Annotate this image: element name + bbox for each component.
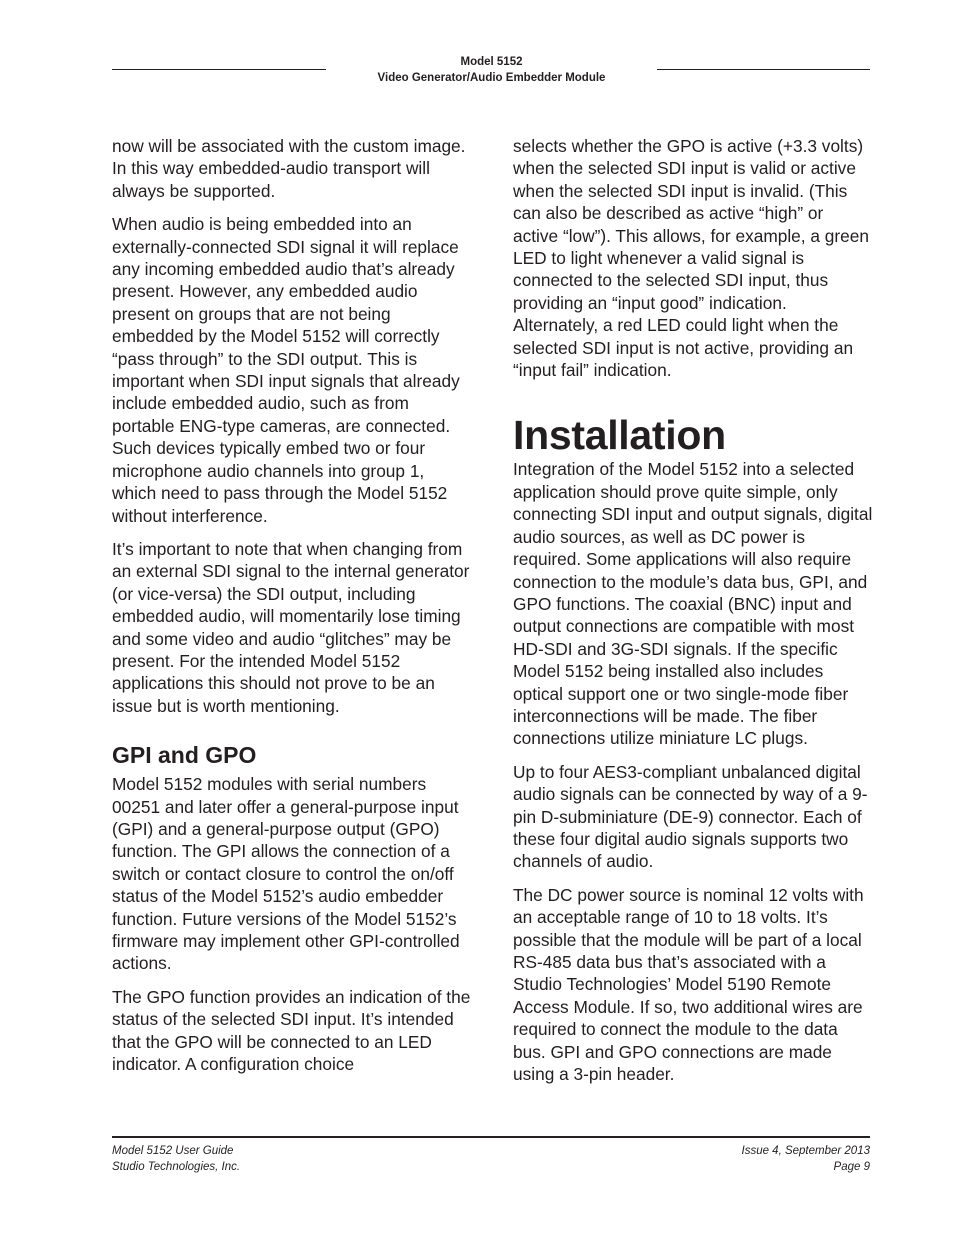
footer-issue: Issue 4, September 2013 <box>741 1145 870 1157</box>
header-rule-left <box>112 69 326 70</box>
footer-right <box>742 1144 871 1175</box>
paragraph: The DC power source is nominal 12 volts with an acceptable range of 10 to 18 volts. It’s possible that the module will be part of a local RS-485 data bus that’s associated with a Studio Technologies’ Model 5190 Remote Access Module. If so, two additional wires are required to connect the module to the data bus. GPI and GPO connections are made using a 3-pin header. <box>513 884 864 1085</box>
header-rule-right <box>657 69 870 70</box>
left-column <box>112 135 472 1086</box>
paragraph: The GPO function provides an indication of the status of the selected SDI input. It’s intended that the GPO will be connected to an LED indicator. A configuration choice <box>112 986 471 1075</box>
paragraph: Up to four AES3-compliant unbalanced digital audio signals can be connected by way of a 9-pin D-subminiature (DE-9) connector. Each of these four digital audio signals supports two channels of audio. <box>513 761 868 872</box>
paragraph: It’s important to note that when changing from an external SDI signal to the internal generator (or vice-versa) the SDI output, including embedded audio, will momentarily lose timing and some video and audio “glitches” may be present. For the intended Model 5152 applications this should not prove to be an issue but is worth mentioning. <box>112 538 470 716</box>
footer-rule <box>112 1136 870 1138</box>
right-column <box>513 135 873 1096</box>
header-title: Video Generator/Audio Embedder Module <box>377 72 606 84</box>
paragraph: Model 5152 modules with serial numbers 00251 and later offer a general-purpose input (GPI) and a general-purpose output (GPO) function. The GPI allows the connection of a switch or contact closure to control the on/off status of the Model 5152’s audio embedder function. Future versions of the Model 5152’s firmware may implement other GPI-controlled actions. <box>112 774 460 974</box>
footer-guide-title: Model 5152 User Guide <box>112 1145 234 1157</box>
paragraph: selects whether the GPO is active (+3.3 volts) when the selected SDI input is valid or active when the selected SDI input is invalid. (This can also be described as active “high” or active “low”). This allows, for example, a green LED to light whenever a valid signal is connected to the selected SDI input, thus providing an “input good” indication. Alternately, a red LED could light when the selected SDI input is not active, providing an “input fail” indication. <box>513 136 870 381</box>
footer-left <box>112 1144 240 1175</box>
running-header <box>326 54 657 86</box>
paragraph: When audio is being embedded into an externally-connected SDI signal it will replace any incoming embedded audio that’s already present. However, any embedded audio present on groups that are not being embedded by the Model 5152 will correctly “pass through” to the SDI output. This is important when SDI input signals that already include embedded audio, such as from portable ENG-type cameras, are connected. Such devices typically embed two or four microphone audio channels into group 1, which need to pass through the Model 5152 without interference. <box>112 214 460 526</box>
section-heading-installation: Installation <box>513 412 726 459</box>
header-model: Model 5152 <box>460 56 523 68</box>
paragraph: now will be associated with the custom image. In this way embedded-audio transport will always be supported. <box>112 136 466 201</box>
paragraph: Integration of the Model 5152 into a selected application should prove quite simple, only connecting SDI input and output signals, digital audio sources, as well as DC power is required. Some applications will also require connection to the module’s data bus, GPI, and GPO functions. The coaxial (BNC) input and output connections are compatible with most HD-SDI and 3G-SDI signals. If the specific Model 5152 being installed also includes optical support one or two single-mode fiber interconnections will be made. The fiber connections utilize miniature LC plugs. <box>513 459 873 749</box>
section-heading-gpi-gpo: GPI and GPO <box>112 742 257 769</box>
footer-company: Studio Technologies, Inc. <box>112 1160 241 1173</box>
footer-page-number: Page 9 <box>833 1160 870 1173</box>
